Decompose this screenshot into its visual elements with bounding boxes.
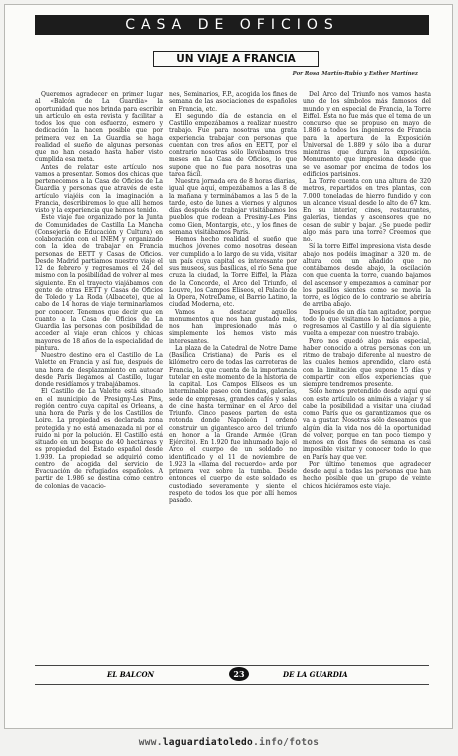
paragraph: Hemos hecho realidad el sueño que muchos jóvenes como nosotras desean ver cumplido a lo largo de su vida, visitar un país cuya capital es interesante por sus museos, sus basílicas, el río Sena que cruza la ciudad, la Torre Eiffel, la Plaza de la Concorde, el Arco del Triunfo, el Louvre, los Campos Eliseos, el Palacio de la Opera, NotreDame, el Barrio Latino, la ciudad Moderna, etc. xyxy=(169,236,297,309)
section-banner: CASA DE OFICIOS xyxy=(35,15,429,35)
paragraph: La Torre cuenta con una altura de 320 metros, repartidos en tres plantas, con 7.000 toneladas de hierro fundido y con un alcance visual desde lo alto de 67 km. En su interior, cines, restaurantes, galerías, tiendas y ascensores que no cesan de subir y bajar. ¿Se puede pedir algo más para una torre? Creemos que no. xyxy=(303,178,431,243)
paragraph: nes, Seminarios, F.P., acogida los fines de semana de las asociaciones de españoles en Francia, etc. xyxy=(169,91,297,113)
paragraph: Sólo hemos pretendido desde aquí que con este artículo os animéis a viajar y sí cabe la posibilidad a visitar una ciudad como París que os garantizamos que os va a gustar. Nosotras sólo deseamos que algún día la vida nos dé la oportunidad de volver, porque en tan poco tiempo y menos en dos fines de semana es casi imposible visitar y conocer todo lo que en París hay que ver. xyxy=(303,388,431,461)
paragraph: Pero nos quedó algo más especial, haber conocido a otras personas con un ritmo de trabajo diferente al nuestro de las cuales hemos aprendido, claro está con la limitación que supone 15 días y compartir con ellos experiencias que siempre tendremos presente. xyxy=(303,337,431,388)
url-suffix: .info/fotos xyxy=(253,737,320,748)
text-column-2 xyxy=(169,91,297,657)
paragraph: El Castillo de La Valette está situado en el municipio de Presigny-Les Pins, región centro cuya capital es Orleans, a una hora de París y de los Castillos de Loire. La propiedad es declarada zona protegida y no está amenazada ni por el ruido ni por la polución. El Castillo está situado en un bosque de 40 hectáreas y es propiedad del Estado español desde 1.939. La propiedad se adquirió como centro de acogida del servicio de Evacuación de refugiados españoles. A partir de 1.986 se destina como centro de colonias de vacacio- xyxy=(35,388,163,490)
text-column-3 xyxy=(303,91,431,657)
magazine-page xyxy=(4,4,453,729)
article-title: UN VIAJE A FRANCIA xyxy=(153,51,319,67)
paragraph: Antes de relatar este artículo nos vamos a presentar. Somos dos chicas que pertenecemos a la Casa de Oficios de La Guardia y personas que através de este artículo viajéis con la imaginación a Francia, describiremos lo que allí hemos visto y la experiencia que hemos tenido. xyxy=(35,163,163,214)
watermark-url xyxy=(0,737,458,748)
url-prefix: www. xyxy=(138,737,163,748)
paragraph: Nuestra jornada era de 8 horas diarias, igual que aquí, empezábamos a las 8 de la mañana y terminábamos a las 5 de la tarde, esto de lunes a viernes y algunos días después de trabajar visitábamos los pueblos que rodean a Presiny-Les Pins como Gien, Montargis, etc., y los fines de semana visitábamos París. xyxy=(169,178,297,236)
page-footer xyxy=(35,665,429,685)
paragraph: La plaza de la Catedral de Notre Dame (Basílica Cristiana) de París es el kilómetro cero de todas las carreteras de Francia, la que cuenta de la importancia tutelar en este momento de la historia de la capital. Los Campos Elíseos es un interminable paseo con tiendas, galerías, sede de empresas, grandes cafés y salas de cine hasta terminar en el Arco del Triunfo. Cinco paseos parten de esta rotonda donde Napoleón I ordenó construir un gigantesco arco del triunfo en honor a la Grande Armée (Gran Ejército). En 1.920 fue inhumado bajo el Arco el cuerpo de un soldado no identificado y el 11 de noviembre de 1.923 la «llama del recuerdo» arde por primera vez sobre la tumba. Desde entonces el cuerpo de este soldado es custodiado severamente y siente el respeto de todos los que por allí hemos pasado. xyxy=(169,344,297,504)
paragraph: Nuestro destino era el Castillo de La Valette en Francia y así fue, después de una hora de desplazamiento en autocar desde París llegamos al Castillo, lugar donde residíamos y trabajábamos. xyxy=(35,352,163,388)
paragraph: Queremos agradecer en primer lugar al «Balcón de La Guardia» la oportunidad que nos brinda para escribir un artículo en esta revista y facilitar a todos los que con esfuerzo, esmero y dedicación la hacen posible que por primera vez en La Guardia se haga realidad el sueño de algunas personas que no han cesado hasta haber visto cumplida esa meta. xyxy=(35,91,163,164)
paragraph: Vamos a destacar aquellos monumentos que nos han gustado más, nos han impresionado más o simplemente los hemos visto más interesantes. xyxy=(169,308,297,345)
text-column-1 xyxy=(35,91,163,657)
footer-magazine-name-right: DE LA GUARDIA xyxy=(283,670,348,679)
paragraph: Este viaje fue organizado por la Junta de Comunidades de Castilla La Mancha (Consejería de Educación y Cultura) en colaboración con el INEM y organizado con la idea de trabajar en Francia personas de EETT y Casas de Oficios. Desde Madrid partiamos nuestro viaje el 12 de febrero y regresamos el 24 del mismo con la posibilidad de volver al mes siguiente. En el trayecto viajábamos con gente de otras EETT y Casas de Oficios de Toledo y La Roda (Albacete), que al cabo de 14 horas de viaje terminaríamos por conocer. Tenemos que decir que en cuanto a la Casa de Oficios de La Guardia las personas con posibilidad de acceder al viaje eran chicos y chicas mayores de 18 años de la especialidad de pintura. xyxy=(35,214,163,352)
paragraph: Del Arco del Triunfo nos vamos hasta uno de los símbolos más famosos del mundo y en especial de Francia, la Torre Eiffel. Esta no fue más que el tema de un concurso que se propuso en mayo de 1.886 a todos los ingenieros de Francia para la apertura de la Exposición Universal de 1.889 y sólo iba a durar mientras que durara la exposición. Monumento que impresiona desde que se ve asomar por encima de todos los edificios parisinos. xyxy=(303,91,431,178)
paragraph: Después de un día tan agitador, porque todo lo que visitamos lo hacíamos a pie, regresamos al Castillo y al día siguiente vuelta a empezar con nuestro trabajo. xyxy=(303,308,431,338)
paragraph: El segundo día de estancia en el Castillo empezábamos a realizar nuestro trabajo. Fue para nosotras una grata experiencia trabajar con personas que cuentan con tres años en EETT, por el contrario nosotras sólo llevábamos tres meses en La Casa de Oficios, lo que supone que no fue para nosotras una tarea fácil. xyxy=(169,112,297,178)
paragraph: Por último tenemos que agradecer desde aquí a todas las personas que han hecho posible que un grupo de veinte chicos hiciéramos este viaje. xyxy=(303,460,431,490)
paragraph: Sí la torre Eiffel impresiona vista desde abajo nos podéis imaginar a 320 m. de altura con un añadido que no contábamos desde abajo, la oscilación con que cuenta la torre, cuando bajamos del ascensor y empezamos a caminar por los pasillos sientes como se movía la torre, es lógico de lo contrario se abriría de arriba abajo. xyxy=(303,243,431,309)
footer-magazine-name-left: EL BALCON xyxy=(107,670,155,679)
article-byline: Por Rosa Martín-Rubio y Esther Martínez xyxy=(292,71,418,77)
page-number: 23 xyxy=(229,667,249,681)
url-domain: laguardiatoledo xyxy=(162,737,254,748)
